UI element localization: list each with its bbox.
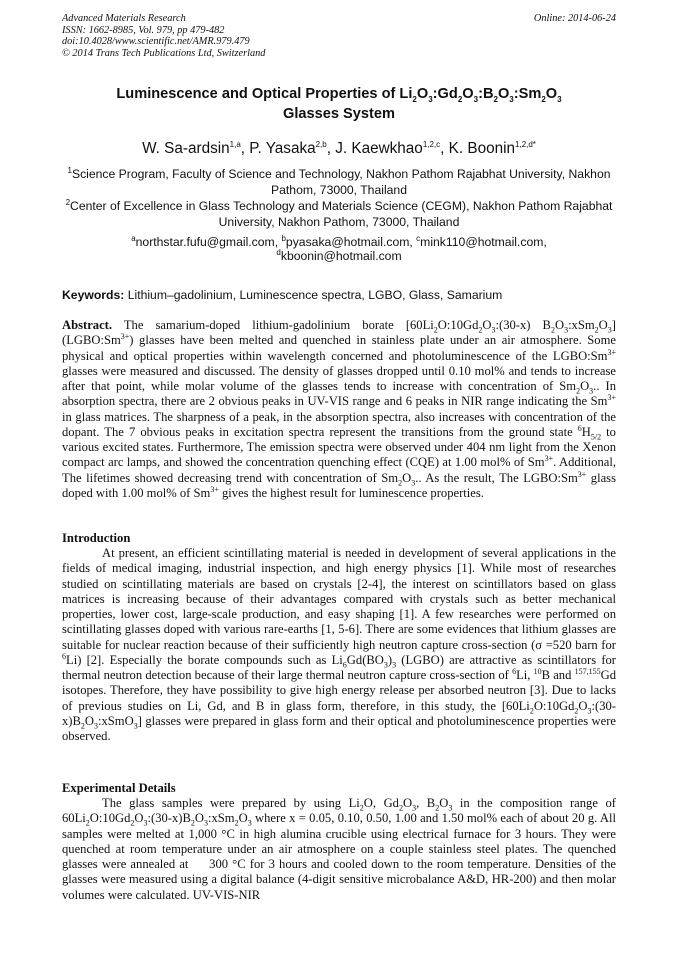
affiliation-2: $^2$Center of Excellence in Glass Technology and Materials Science (CEGM), Nakhon Pathom Rajabhat University, Nakhon Pathom, 73000, Thailand [65, 198, 613, 229]
author-emails: $^a$northstar.fufu@gmail.com, $^b$pyasaka@hotmail.com, $^c$mink110@hotmail.com, $^d$kboonin@hotmail.com [131, 233, 547, 263]
paper-title: Luminescence and Optical Properties of $Li_2O_3:Gd_2O_3:B_2O_3:Sm_2O_3$ Glasses System [116, 86, 562, 122]
keywords: Keywords: Lithium–gadolinium, Luminescence spectra, LGBO, Glass, Samarium [62, 288, 503, 302]
experimental-heading: Experimental Details [62, 781, 176, 795]
online-date: Online: 2014-06-24 [533, 13, 616, 24]
journal-header [62, 13, 616, 59]
email-a[interactable]: northstar.fufu@gmail.com [135, 235, 275, 249]
affiliations [62, 167, 616, 231]
introduction-text: At present, an efficient scintillating material is needed in development of several applications in the fields of medical imaging, industrial inspection, and high energy physics [1]. While most of researches studied on scintillating materials are based on crystals [2-4], the interest on scintillators based on glass matrices is increasing because of their advantages compared with crystals such as better mechanical properties, lower cost, large-scale production, and easy shaping [1]. A few researches were performed on scintillating glasses doped with various rare-earths [1, 5-6]. There are some evidences that lithium glasses are suitable for nuclear reaction because of their sufficiently high neutron capture cross-section (σ =520 barn for $^6$Li) [2]. Especially the borate compounds such as $Li_6Gd(BO_3)_3$ (LGBO) are attractive as scintillators for thermal neutron detection because of their large thermal neutron capture cross-section of $^6$Li, $^{10}$B and $^{157,155}$Gd isotopes. Therefore, they have possibility to give high energy release per absorbed neutron [3]. Due to lacks of previous studies on Li, Gd, and B in glass form, therefore, in this study, the $[60Li_2O:10Gd_2O_3:(30-x)B_2O_3:xSmO_3]$ glasses were prepared in glass form and their optical and photoluminescence properties were observed. [62, 546, 616, 743]
email-d[interactable]: kboonin@hotmail.com [280, 248, 402, 263]
issn: ISSN: 1662-8985, Vol. 979, pp 479-482 [62, 24, 225, 36]
authors: W. Sa-ardsin$^{1,a}$, P. Yasaka$^{2,b}$, J. Kaewkhao$^{1,2,c}$, K. Boonin$^{1,2,d*}$ [142, 139, 536, 157]
affiliation-1: $^1$Science Program, Faculty of Science and Technology, Nakhon Pathom Rajabhat University, Nakhon Pathom, 73000, Thailand [67, 165, 611, 197]
abstract: Abstract. The samarium-doped lithium-gadolinium borate [$60Li_2O:10Gd_2O_3:(30-x)$ $B_2O_3:xSm_2O_3$] $(LGBO:Sm^{3+})$ glasses have been melted and quenched in stainless plate under an air atmosphere. Some physical and optical properties within wavelength concerned and photoluminescence of the $LGBO:Sm^{3+}$ glasses were measured and discussed. The density of glasses dropped until 0.10 mol% and tends to increase after that point, while molar volume of the glasses tends to increase with concentration of $Sm_2O_3$.. In absorption spectra, there are 2 obvious peaks in UV-VIS range and 6 peaks in NIR range indicating the $Sm^{3+}$ in glass matrices. The sharpness of a peak, in the absorption spectra, also increases with concentration of the dopant. The 7 obvious peaks in excitation spectra represent the transitions from the ground state $^6H_{5/2}$ to various excited states. Furthermore, The emission spectra were observed under 404 nm light from the Xenon compact arc lamps, and showed the concentration quenching effect (CQE) at 1.00 mol% of $Sm^{3+}$. Additional, The lifetimes showed decreasing trend with concentration of $Sm_2O_3$.. As the result, The $LGBO:Sm^{3+}$ glass doped with 1.00 mol% of $Sm^{3+}$ gives the highest result for luminescence properties. [62, 318, 616, 500]
journal-name: Advanced Materials Research [62, 13, 186, 24]
email-c[interactable]: mink110@hotmail.com [420, 235, 544, 249]
email-b[interactable]: pyasaka@hotmail.com [285, 235, 410, 249]
introduction-heading: Introduction [62, 531, 131, 545]
experimental-text: The glass samples were prepared by using $Li_2O$, $Gd_2O_3$, $B_2O_3$ in the composition range of $60Li_2O:10Gd_2O_3:(30-x)B_2O_3:xSm_2O_3$ where x = 0.05, 0.10, 0.50, 1.00 and 1.50 mol% each of about 20 g. All samples were melted at 1,000 °C in high alumina crucible using electrical furnace for 3 hours. They were quenched at room temperature under an air atmosphere on a couple stainless steel plates. The quenched glasses were annealed at 300 °C for 3 hours and cooled down to the room temperature. Densities of the glasses were measured using a digital balance (4-digit sensitive microbalance A&D, HR-200) and then molar volumes were calculated. UV-VIS-NIR [62, 796, 616, 902]
doi: doi:10.4028/www.scientific.net/AMR.979.479 [62, 36, 250, 48]
copyright: © 2014 Trans Tech Publications Ltd, Switzerland [62, 47, 266, 59]
